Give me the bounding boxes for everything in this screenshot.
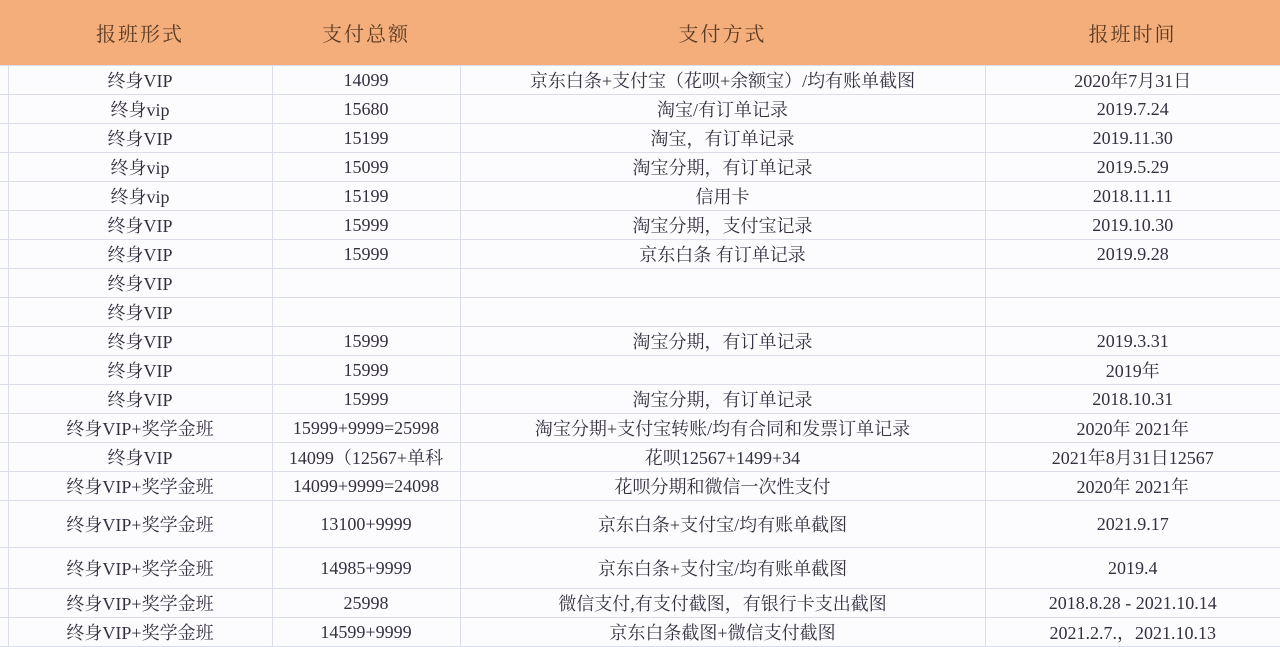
cell-amount[interactable]: 13100+9999 — [272, 501, 460, 548]
row-spacer-cell — [0, 327, 8, 356]
cell-method[interactable]: 花呗12567+1499+34 — [460, 443, 985, 472]
table-row — [0, 211, 1280, 240]
cell-form[interactable]: 终身VIP+奖学金班 — [8, 472, 272, 501]
row-spacer-cell — [0, 153, 8, 182]
cell-form[interactable]: 终身VIP — [8, 298, 272, 327]
row-spacer-cell — [0, 298, 8, 327]
cell-time[interactable]: 2021.9.17 — [985, 501, 1280, 548]
cell-method[interactable]: 淘宝分期+支付宝转账/均有合同和发票订单记录 — [460, 414, 985, 443]
cell-time[interactable]: 2019.7.24 — [985, 95, 1280, 124]
table-row — [0, 153, 1280, 182]
cell-form[interactable]: 终身VIP+奖学金班 — [8, 618, 272, 647]
cell-method[interactable]: 淘宝分期，支付宝记录 — [460, 211, 985, 240]
cell-amount[interactable]: 15999 — [272, 240, 460, 269]
cell-amount[interactable]: 14985+9999 — [272, 548, 460, 589]
cell-amount[interactable]: 15680 — [272, 95, 460, 124]
cell-amount[interactable]: 15999 — [272, 385, 460, 414]
cell-method[interactable] — [460, 356, 985, 385]
cell-amount[interactable] — [272, 298, 460, 327]
cell-time[interactable]: 2018.10.31 — [985, 385, 1280, 414]
cell-time[interactable]: 2019年 — [985, 356, 1280, 385]
cell-amount[interactable]: 14099 — [272, 66, 460, 95]
row-spacer-cell — [0, 211, 8, 240]
cell-amount[interactable] — [272, 269, 460, 298]
table-row — [0, 472, 1280, 501]
row-spacer-cell — [0, 182, 8, 211]
cell-method[interactable]: 京东白条 有订单记录 — [460, 240, 985, 269]
cell-amount[interactable]: 15099 — [272, 153, 460, 182]
table-row — [0, 95, 1280, 124]
cell-method[interactable]: 微信支付,有支付截图，有银行卡支出截图 — [460, 589, 985, 618]
row-spacer-cell — [0, 618, 8, 647]
cell-time[interactable]: 2019.9.28 — [985, 240, 1280, 269]
cell-method[interactable]: 淘宝，有订单记录 — [460, 124, 985, 153]
table-row — [0, 298, 1280, 327]
cell-form[interactable]: 终身vip — [8, 95, 272, 124]
table-row — [0, 269, 1280, 298]
cell-amount[interactable]: 15999 — [272, 327, 460, 356]
cell-amount[interactable]: 14099+9999=24098 — [272, 472, 460, 501]
table-row — [0, 414, 1280, 443]
cell-method[interactable] — [460, 298, 985, 327]
row-spacer-cell — [0, 589, 8, 618]
row-spacer-cell — [0, 548, 8, 589]
header-row — [0, 0, 1280, 66]
cell-form[interactable]: 终身VIP — [8, 124, 272, 153]
cell-amount[interactable]: 15999+9999=25998 — [272, 414, 460, 443]
cell-form[interactable]: 终身VIP+奖学金班 — [8, 414, 272, 443]
table-row — [0, 589, 1280, 618]
table-row — [0, 618, 1280, 647]
table-row — [0, 443, 1280, 472]
cell-method[interactable]: 淘宝分期，有订单记录 — [460, 153, 985, 182]
cell-time[interactable]: 2019.3.31 — [985, 327, 1280, 356]
table-row — [0, 240, 1280, 269]
cell-method[interactable] — [460, 269, 985, 298]
cell-form[interactable]: 终身VIP — [8, 269, 272, 298]
cell-form[interactable]: 终身VIP — [8, 66, 272, 95]
cell-form[interactable]: 终身VIP — [8, 211, 272, 240]
cell-form[interactable]: 终身VIP+奖学金班 — [8, 589, 272, 618]
header-cell-form[interactable]: 报班形式 — [8, 0, 272, 66]
row-spacer-cell — [0, 501, 8, 548]
cell-time[interactable]: 2020年 2021年 — [985, 472, 1280, 501]
cell-time[interactable]: 2020年7月31日 — [985, 66, 1280, 95]
table-row — [0, 356, 1280, 385]
row-spacer-cell — [0, 472, 8, 501]
cell-method[interactable]: 京东白条截图+微信支付截图 — [460, 618, 985, 647]
row-spacer-cell — [0, 66, 8, 95]
cell-form[interactable]: 终身vip — [8, 153, 272, 182]
cell-method[interactable]: 信用卡 — [460, 182, 985, 211]
row-spacer-cell — [0, 414, 8, 443]
cell-method[interactable]: 京东白条+支付宝/均有账单截图 — [460, 501, 985, 548]
table-row — [0, 66, 1280, 95]
cell-method[interactable]: 淘宝分期，有订单记录 — [460, 327, 985, 356]
row-spacer-cell — [0, 269, 8, 298]
cell-method[interactable]: 淘宝/有订单记录 — [460, 95, 985, 124]
cell-time[interactable]: 2020年 2021年 — [985, 414, 1280, 443]
row-spacer-cell — [0, 356, 8, 385]
cell-time[interactable]: 2018.8.28 - 2021.10.14 — [985, 589, 1280, 618]
cell-form[interactable]: 终身VIP — [8, 327, 272, 356]
table-row — [0, 327, 1280, 356]
cell-time[interactable] — [985, 298, 1280, 327]
cell-amount[interactable]: 15199 — [272, 124, 460, 153]
cell-form[interactable]: 终身VIP — [8, 356, 272, 385]
table-row — [0, 548, 1280, 589]
cell-method[interactable]: 花呗分期和微信一次性支付 — [460, 472, 985, 501]
cell-time[interactable]: 2019.4 — [985, 548, 1280, 589]
cell-form[interactable]: 终身vip — [8, 182, 272, 211]
row-spacer-cell — [0, 240, 8, 269]
cell-form[interactable]: 终身VIP — [8, 443, 272, 472]
header-cell-time[interactable]: 报班时间 — [985, 0, 1280, 66]
cell-amount[interactable]: 25998 — [272, 589, 460, 618]
table-header — [0, 0, 1280, 66]
cell-amount[interactable]: 14599+9999 — [272, 618, 460, 647]
cell-amount[interactable]: 15199 — [272, 182, 460, 211]
cell-method[interactable]: 淘宝分期，有订单记录 — [460, 385, 985, 414]
cell-time[interactable] — [985, 269, 1280, 298]
row-spacer-cell — [0, 124, 8, 153]
row-spacer-cell — [0, 443, 8, 472]
cell-time[interactable]: 2021年8月31日12567 — [985, 443, 1280, 472]
table-row — [0, 124, 1280, 153]
cell-form[interactable]: 终身VIP+奖学金班 — [8, 501, 272, 548]
cell-time[interactable]: 2018.11.11 — [985, 182, 1280, 211]
row-spacer-cell — [0, 385, 8, 414]
cell-amount[interactable]: 14099（12567+单科 — [272, 443, 460, 472]
table-body — [0, 66, 1280, 647]
table-row — [0, 385, 1280, 414]
header-cell-method[interactable]: 支付方式 — [460, 0, 985, 66]
header-spacer-cell — [0, 0, 8, 66]
cell-amount[interactable]: 15999 — [272, 356, 460, 385]
table-row — [0, 501, 1280, 548]
cell-form[interactable]: 终身VIP — [8, 240, 272, 269]
cell-amount[interactable]: 15999 — [272, 211, 460, 240]
cell-time[interactable]: 2019.11.30 — [985, 124, 1280, 153]
cell-method[interactable]: 京东白条+支付宝/均有账单截图 — [460, 548, 985, 589]
table-row — [0, 182, 1280, 211]
cell-method[interactable]: 京东白条+支付宝（花呗+余额宝）/均有账单截图 — [460, 66, 985, 95]
header-cell-amount[interactable]: 支付总额 — [272, 0, 460, 66]
cell-time[interactable]: 2021.2.7.，2021.10.13 — [985, 618, 1280, 647]
cell-form[interactable]: 终身VIP — [8, 385, 272, 414]
cell-time[interactable]: 2019.10.30 — [985, 211, 1280, 240]
cell-form[interactable]: 终身VIP+奖学金班 — [8, 548, 272, 589]
row-spacer-cell — [0, 95, 8, 124]
cell-time[interactable]: 2019.5.29 — [985, 153, 1280, 182]
